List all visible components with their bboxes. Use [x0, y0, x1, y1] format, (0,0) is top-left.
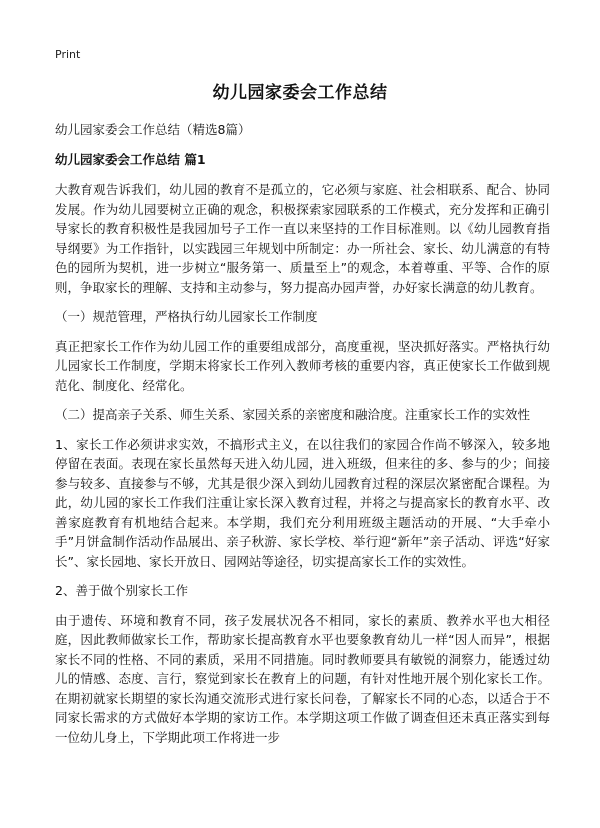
document-body	[55, 180, 550, 757]
paragraph-effectiveness: 1、家长工作必须讲求实效，不搞形式主义，在以往我们的家园合作尚不够深入，较多地停留在表面。表现在家长虽然每天进入幼儿园，进入班级，但来往的多、参与的少；间接参与较多、直接参与不够，尤其是很少深入到幼儿园教育过程的深层次紧密配合课程。为此，幼儿园的家长工作我们注重让家长深入教育过程，并将之与提高家长的教育水平、改善家庭教育有机地结合起来。本学期，我们充分利用班级主题活动的开展、“大手牵小手”月饼盒制作活动作品展出、亲子秋游、家长学校、举行迎“新年”亲子活动、评选“好家长”、家长园地、家长开放日、园网站等途径，切实提高家长工作的实效性。	[55, 436, 550, 569]
paragraph-intro: 大教育观告诉我们，幼儿园的教育不是孤立的，它必须与家庭、社会相联系、配合、协同发展。作为幼儿园要树立正确的观念，积极探索家园联系的工作模式，充分发挥和正确引导家长的教育积极性是我园加号子工作一直以来坚持的工作目标准则。以《幼儿园教育指导纲要》为工作指针，以实践园三年规划中所制定：办一所社会、家长、幼儿满意的有特色的园所为契机，进一步树立“服务第一、质量至上”的观念，本着尊重、平等、合作的原则，争取家长的理解、支持和主动参与，努力提高办园声誉，办好家长满意的幼儿教育。	[55, 182, 550, 295]
print-label: Print	[55, 48, 81, 61]
section-title: 幼儿园家委会工作总结 篇1	[55, 152, 206, 167]
heading-individual-work: 2、善于做个别家长工作	[55, 583, 188, 598]
heading-relationships: （二）提高亲子关系、师生关系、家园关系的亲密度和融洽度。注重家长工作的实效性	[55, 407, 531, 422]
page-title: 幼儿园家委会工作总结	[212, 83, 388, 103]
document-subtitle: 幼儿园家委会工作总结（精选8篇）	[55, 122, 251, 137]
paragraph-individual-work: 由于遗传、环境和教育不同，孩子发展状况各不相同，家长的素质、教养水平也大相径庭，因此教师做家长工作，帮助家长提高教育水平也要象教育幼儿一样“因人而异”，根据家长不同的性格、不同的素质，采用不同措施。同时教师要具有敏锐的洞察力，能透过幼儿的情感、态度、言行，察觉到家长在教育上的问题，有针对性地开展个别化家长工作。在期初就家长期望的家长沟通交流形式进行家长问卷，了解家长不同的心态，以适合于不同家长需求的方式做好本学期的家访工作。本学期这项工作做了调查但还未真正落实到每一位幼儿身上，下学期此项工作将进一步	[55, 612, 550, 745]
heading-standard-management: （一）规范管理，严格执行幼儿园家长工作制度	[55, 309, 318, 324]
paragraph-management: 真正把家长工作作为幼儿园工作的重要组成部分，高度重视，坚决抓好落实。严格执行幼儿园家长工作制度，学期末将家长工作列入教师考核的重要内容，真正使家长工作做到规范化、制度化、经常化。	[55, 338, 550, 393]
